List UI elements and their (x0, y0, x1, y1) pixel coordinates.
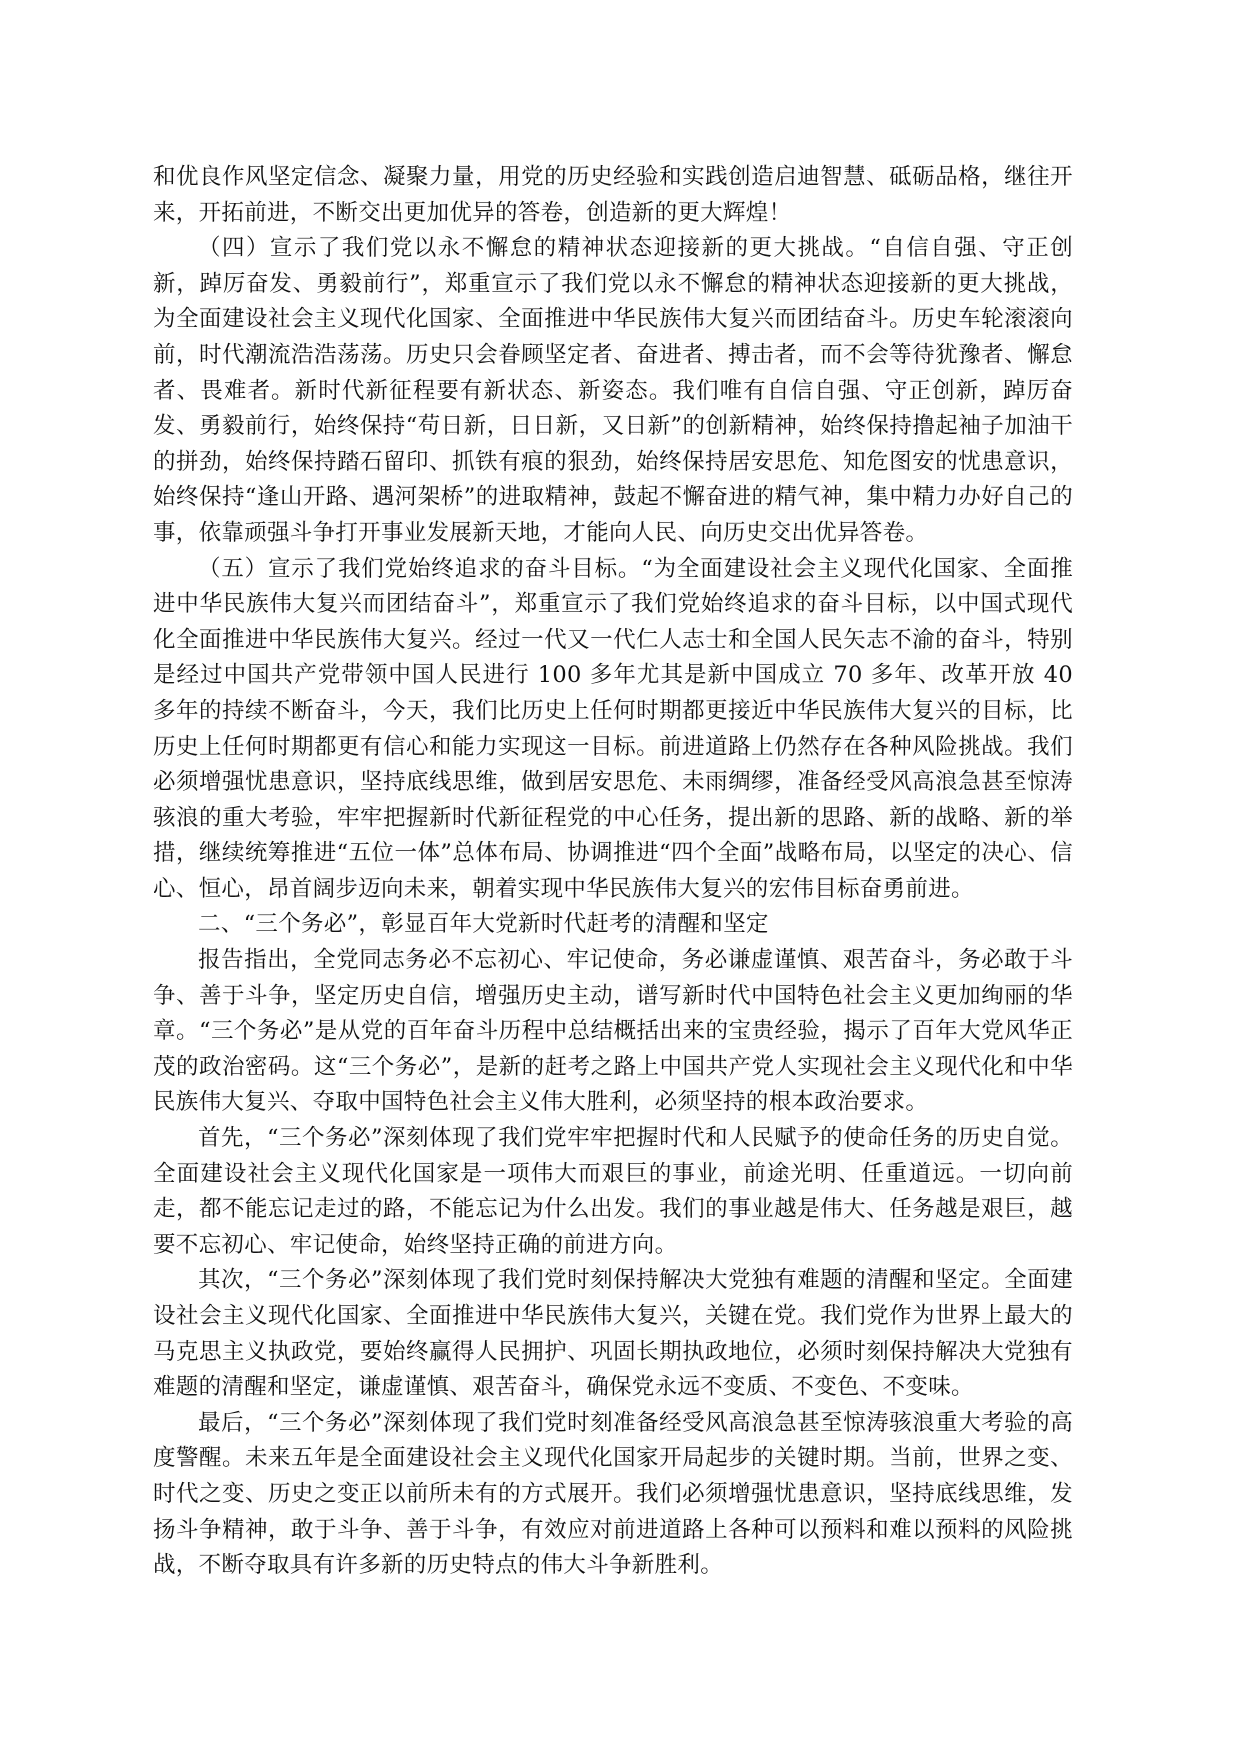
paragraph-section-four: （四）宣示了我们党以永不懈怠的精神状态迎接新的更大挑战。“自信自强、守正创新，踔厉奋发、勇毅前行”，郑重宣示了我们党以永不懈怠的精神状态迎接新的更大挑战，为全面建设社会主义现代化国家、全面推进中华民族伟大复兴而团结奋斗。历史车轮滚滚向前，时代潮流浩浩荡荡。历史只会眷顾坚定者、奋进者、搏击者，而不会等待犹豫者、懈怠者、畏难者。新时代新征程要有新状态、新姿态。我们唯有自信自强、守正创新，踔厉奋发、勇毅前行，始终保持“苟日新，日日新，又日新”的创新精神，始终保持撸起袖子加油干的拼劲，始终保持踏石留印、抓铁有痕的狠劲，始终保持居安思危、知危图安的忧患意识，始终保持“逢山开路、遇河架桥”的进取精神，鼓起不懈奋进的精气神，集中精力办好自己的事，依靠顽强斗争打开事业发展新天地，才能向人民、向历史交出优异答卷。 (153, 235, 1073, 546)
paragraph-report-points: 报告指出，全党同志务必不忘初心、牢记使命，务必谦虚谨慎、艰苦奋斗，务必敢于斗争、善于斗争，坚定历史自信，增强历史主动，谱写新时代中国特色社会主义更加绚丽的华章。“三个务必”是从党的百年奋斗历程中总结概括出来的宝贵经验，揭示了百年大党风华正茂的政治密码。这“三个务必”，是新的赶考之路上中国共产党人实现社会主义现代化和中华民族伟大复兴、夺取中国特色社会主义伟大胜利，必须坚持的根本政治要求。 (153, 947, 1073, 1116)
paragraph-continuation: 和优良作风坚定信念、凝聚力量，用党的历史经验和实践创造启迪智慧、砥砺品格，继往开来，开拓前进，不断交出更加优异的答卷，创造新的更大辉煌！ (153, 164, 1073, 226)
document-body (153, 160, 1073, 1584)
paragraph-second: 其次，“三个务必”深刻体现了我们党时刻保持解决大党独有难题的清醒和坚定。全面建设社会主义现代化国家、全面推进中华民族伟大复兴，关键在党。我们党作为世界上最大的马克思主义执政党，要始终赢得人民拥护、巩固长期执政地位，必须时刻保持解决大党独有难题的清醒和坚定，谦虚谨慎、艰苦奋斗，确保党永远不变质、不变色、不变味。 (153, 1267, 1073, 1401)
section-heading-two: 二、“三个务必”，彰显百年大党新时代赶考的清醒和坚定 (198, 911, 769, 938)
paragraph-section-five: （五）宣示了我们党始终追求的奋斗目标。“为全面建设社会主义现代化国家、全面推进中华民族伟大复兴而团结奋斗”，郑重宣示了我们党始终追求的奋斗目标，以中国式现代化全面推进中华民族伟大复兴。经过一代又一代仁人志士和全国人民矢志不渝的奋斗，特别是经过中国共产党带领中国人民进行 100 多年尤其是新中国成立 70 多年、改革开放 40 多年的持续不断奋斗，今天，我们比历史上任何时期都更接近中华民族伟大复兴的目标，比历史上任何时期都更有信心和能力实现这一目标。前进道路上仍然存在各种风险挑战。我们必须增强忧患意识，坚持底线思维，做到居安思危、未雨绸缪，准备经受风高浪急甚至惊涛骇浪的重大考验，牢牢把握新时代新征程党的中心任务，提出新的思路、新的战略、新的举措，继续统筹推进“五位一体”总体布局、协调推进“四个全面”战略布局，以坚定的决心、信心、恒心，昂首阔步迈向未来，朝着实现中华民族伟大复兴的宏伟目标奋勇前进。 (153, 555, 1073, 902)
paragraph-first: 首先，“三个务必”深刻体现了我们党牢牢把握时代和人民赋予的使命任务的历史自觉。全面建设社会主义现代化国家是一项伟大而艰巨的事业，前途光明、任重道远。一切向前走，都不能忘记走过的路，不能忘记为什么出发。我们的事业越是伟大、任务越是艰巨，越要不忘初心、牢记使命，始终坚持正确的前进方向。 (153, 1125, 1073, 1258)
paragraph-last: 最后，“三个务必”深刻体现了我们党时刻准备经受风高浪急甚至惊涛骇浪重大考验的高度警醒。未来五年是全面建设社会主义现代化国家开局起步的关键时期。当前，世界之变、时代之变、历史之变正以前所未有的方式展开。我们必须增强忧患意识，坚持底线思维，发扬斗争精神，敢于斗争、善于斗争，有效应对前进道路上各种可以预料和难以预料的风险挑战，不断夺取具有许多新的历史特点的伟大斗争新胜利。 (153, 1409, 1073, 1579)
